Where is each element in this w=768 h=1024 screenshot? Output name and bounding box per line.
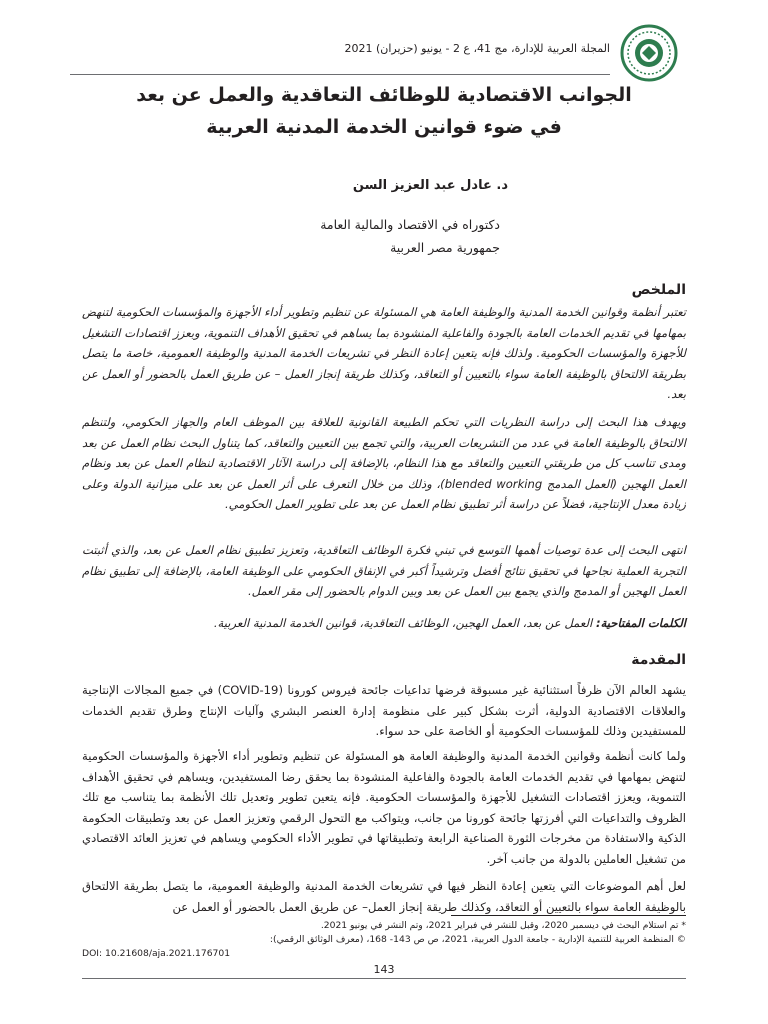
page-header xyxy=(70,38,610,62)
page-number: 143 xyxy=(373,963,395,976)
introduction-paragraph-3: لعل أهم الموضوعات التي يتعين إعادة النظر فيها في تشريعات الخدمة المدنية والوظيفة العمومية، ما يتصل بطريقة الالتحاق بالوظيفة العامة سواء بالتعيين أو التعاقد، وكذلك طريقة إنجاز العمل– عن طريق العمل بالحضور أو العمل عن xyxy=(82,879,686,914)
introduction-heading: المقدمة xyxy=(631,652,686,668)
keywords-list: العمل عن بعد، العمل الهجين، الوظائف التعاقدية، قوانين الخدمة المدنية العربية. xyxy=(213,616,593,630)
author-degree: دكتوراه في الاقتصاد والمالية العامة xyxy=(320,217,500,232)
introduction-paragraph-2: ولما كانت أنظمة وقوانين الخدمة المدنية والوظيفة العامة هو المسئولة عن تنظيم وتطوير أداء الأجهزة والمؤسسات الحكومية لتنهض بمهامها في تقديم الخدمات العامة بالجودة والفاعلية المنشودة بما يحقق رضا المستفيدين، ويساهم في تحقيق الأهداف التنموية، ويعزز اقتصادات التشغيل للأجهزة والمؤسسات الحكومية. فإنه يتعين تطوير وتعديل تلك الأنظمة بما يتناسب مع تلك الظروف والتداعيات التي أفرزتها جائحة كورونا من جانب، ويتواكب مع التحول الرقمي وتعزيز العمل عن بعد وتطبيقات الحكومة الذكية والاستفادة من مخرجات الثورة الصناعية الرابعة وتطبيقاتها في تطوير الأداء الحكومي ويساهم في تعزيز العائد الاقتصادي من تشغيل العاملين بالدولة من جانب آخر. xyxy=(82,749,686,866)
author-name: د. عادل عبد العزيز السن xyxy=(352,178,508,193)
footer-divider xyxy=(82,978,686,979)
paper-title-line-2: في ضوء قوانين الخدمة المدنية العربية xyxy=(206,116,562,138)
introduction-paragraph-1: يشهد العالم الآن ظرفاً استثنائية غير مسبوقة فرضها تداعيات جائحة فيروس كورونا (COVID-19) في جميع المجالات الإنتاجية والعلاقات الاقتصادية الدولية، أثرت بشكل كبير على منظومة إدارة العنصر البشري وآليات الإنتاج وطرق تقديم الخدمات للمستفيدين وذلك للمؤسسات الحكومية أو الخاصة على حد سواء. xyxy=(82,683,687,739)
paper-title-line-1: الجوانب الاقتصادية للوظائف التعاقدية والعمل عن بعد xyxy=(136,84,632,106)
organization-logo-icon xyxy=(620,24,678,82)
keywords-label: الكلمات المفتاحية: xyxy=(595,616,686,630)
footnote-copyright: © المنظمة العربية للتنمية الإدارية - جامعة الدول العربية، 2021، ص ص 143- 168، (معرف الوثائق الرقمي): xyxy=(269,934,686,945)
header-divider xyxy=(70,74,610,75)
keywords xyxy=(82,613,686,634)
abstract-paragraph-1: تعتبر أنظمة وقوانين الخدمة المدنية والوظيفة العامة هي المسئولة عن تنظيم وتطوير أداء الأجهزة والمؤسسات الحكومية لتنهض بمهامها في تقديم الخدمات العامة بالجودة والفاعلية المنشودة بما يساهم في تحقيق الأهداف التنموية، وبعزز اقتصادات التشغيل للأجهزة والمؤسسات الحكومية. ولذلك فإنه يتعين إعادة النظر في تشريعات الخدمة المدنية والوظيفة العمومية، خاصة ما يتصل بطريقة الالتحاق بالوظيفة العامة سواء بالتعيين أو التعاقد، وكذلك طريقة إنجاز العمل – عن طريق العمل بالحضور أو العمل عن بعد. xyxy=(82,305,686,402)
abstract-paragraph-3: انتهى البحث إلى عدة توصيات أهمها التوسع في تبني فكرة الوظائف التعاقدية، وتعزيز تطبيق نظام العمل عن بعد، والذي أثبتت التجربة العملية نجاحها في تحقيق نتائج أفضل وترشيداً أكبر في الإنفاق الحكومي على الوظيفة العامة، بالإضافة إلى تطبيق نظام العمل الهجين أو المدمج والذي يجمع بين العمل عن بعد وبين الدوام بالحضور إلى مقر العمل. xyxy=(82,543,686,599)
author-country: جمهورية مصر العربية xyxy=(390,240,500,255)
footnote-dates: * تم استلام البحث في ديسمبر 2020، وقبل للنشر في فبراير 2021، وتم النشر في يونيو 2021. xyxy=(320,920,686,931)
running-head: المجلة العربية للإدارة، مج 41، ع 2 - يونيو (حزيران) 2021 xyxy=(344,42,610,55)
footnote-divider xyxy=(451,915,686,916)
abstract-paragraph-2: ويهدف هذا البحث إلى دراسة النظريات التي تحكم الطبيعة القانونية للعلاقة بين الموظف العام والجهاز الحكومي، ولتنظم الالتحاق بالوظيفة العامة في عدد من التشريعات العربية، والتي تجمع بين التعيين والتعاقد، كما يتناول البحث نظام العمل عن بعد ومدى تناسب كل من طريقتي التعيين والتعاقد مع هذا النظام، بالإضافة إلى دراسة الآثار الاقتصادية لنظام العمل عن بعد ونظام العمل الهجين (العمل المدمج blended working)، وذلك من خلال التعرف على أثر العمل عن بعد على ميزانية الدولة وعلى زيادة معدل الإنتاجية، فضلاً عن دراسة أثر تطبيق نظام العمل عن بعد على تطوير العمل الحكومي. xyxy=(82,415,686,512)
abstract-heading: الملخص xyxy=(631,282,686,298)
footnote-doi: DOI: 10.21608/aja.2021.176701 xyxy=(82,948,231,959)
